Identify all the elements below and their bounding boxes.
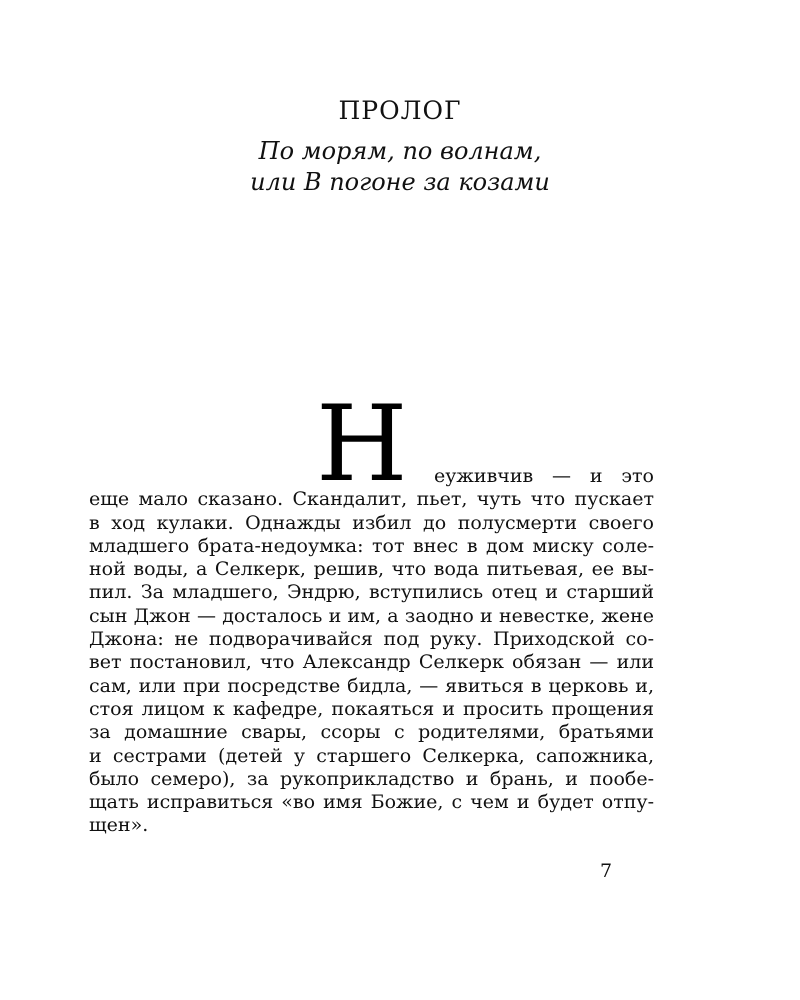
page-number: 7 (600, 860, 613, 882)
chapter-subtitle (0, 136, 800, 198)
text-line: щать исправиться «во имя Божие, с чем и будет отпу- (89, 791, 654, 814)
text-line: в ход кулаки. Однажды избил до полусмерти своего (89, 511, 654, 534)
text-line: Джона: не подворачивайся под руку. Приходской со- (89, 628, 654, 651)
chapter-title: ПРОЛОГ (338, 96, 462, 125)
text-line: за домашние свары, ссоры с родителями, братьями (89, 721, 654, 744)
text-line: сын Джон — досталось и им, а заодно и невестке, жене (89, 604, 654, 627)
text-line: было семеро), за рукоприкладство и брань, и пообе- (89, 767, 654, 790)
text-line: младшего брата-недоумка: тот внес в дом миску соле- (89, 534, 654, 557)
text-line: щен». (89, 814, 149, 837)
subtitle-line-1: По морям, по волнам, (258, 137, 542, 165)
drop-cap: Н (316, 383, 408, 505)
text-line: сам, или при посредстве бидла, — явиться в церковь и, (89, 674, 654, 697)
text-line: ной воды, а Селкерк, решив, что вода питьевая, ее вы- (89, 558, 654, 581)
text-line: вет постановил, что Александр Селкерк обязан — или (89, 651, 654, 674)
body-text (89, 465, 654, 838)
text-line: стоя лицом к кафедре, покаяться и просить прощения (89, 697, 654, 720)
subtitle-line-2: или В погоне за козами (250, 168, 550, 196)
text-line: еуживчив — и это (434, 465, 654, 487)
text-line: пил. За младшего, Эндрю, вступились отец и старший (89, 581, 654, 604)
text-line: и сестрами (детей у старшего Селкерка, сапожника, (89, 744, 654, 767)
text-line: еще мало сказано. Скандалит, пьет, чуть что пускает (89, 488, 654, 511)
